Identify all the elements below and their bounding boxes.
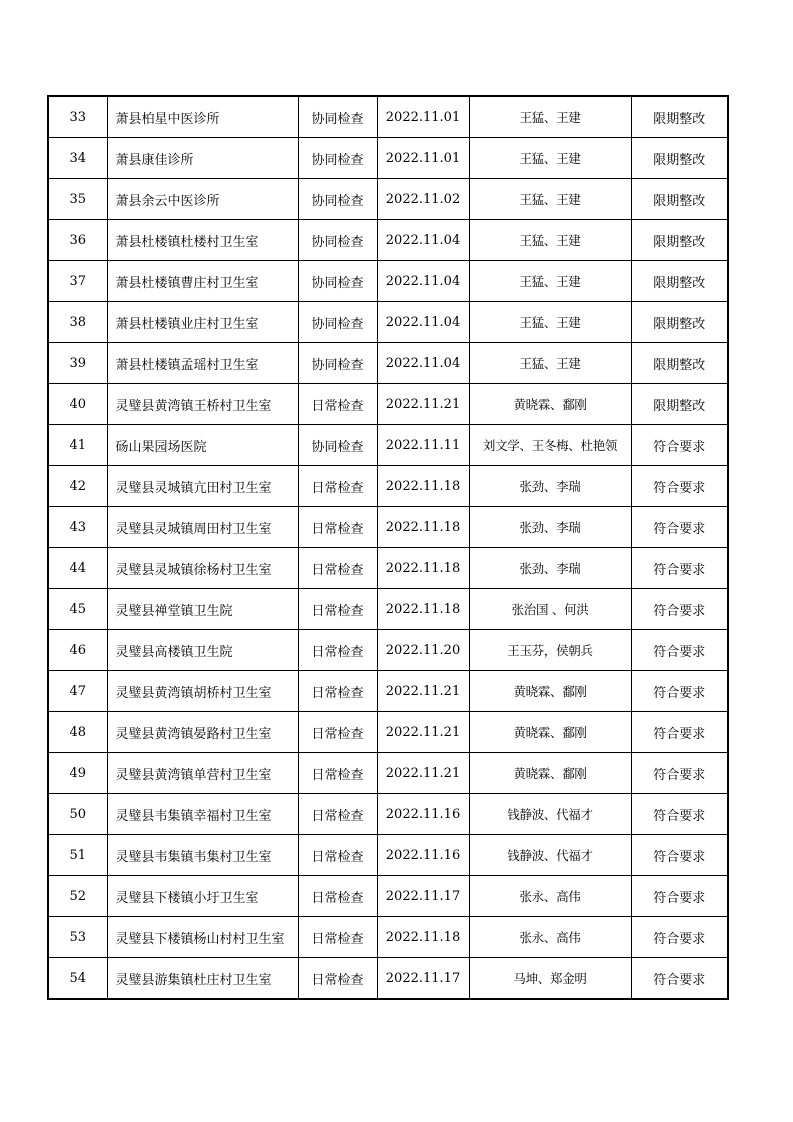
inspectors-cell: 王猛、王建 [469, 343, 631, 384]
inspection-result-cell: 符合要求 [631, 835, 728, 876]
inspection-date-cell: 2022.11.04 [377, 220, 469, 261]
table-row [48, 917, 728, 958]
row-number-cell: 47 [48, 671, 107, 712]
facility-name-cell: 萧县杜楼镇曹庄村卫生室 [107, 261, 298, 302]
inspection-type-cell: 协同检查 [298, 96, 377, 138]
facility-name-cell: 灵璧县下楼镇杨山村村卫生室 [107, 917, 298, 958]
inspectors-cell: 钱静波、代福才 [469, 835, 631, 876]
inspection-result-cell: 符合要求 [631, 589, 728, 630]
inspection-type-cell: 日常检查 [298, 794, 377, 835]
row-number-cell: 39 [48, 343, 107, 384]
inspectors-cell: 王猛、王建 [469, 96, 631, 138]
table-row [48, 425, 728, 466]
row-number-cell: 41 [48, 425, 107, 466]
facility-name-cell: 灵璧县黄湾镇单营村卫生室 [107, 753, 298, 794]
inspectors-cell: 张劲、李瑞 [469, 548, 631, 589]
inspectors-cell: 张劲、李瑞 [469, 507, 631, 548]
table-row [48, 589, 728, 630]
inspection-result-cell: 限期整改 [631, 96, 728, 138]
table-row [48, 671, 728, 712]
table-row [48, 302, 728, 343]
inspection-result-cell: 限期整改 [631, 261, 728, 302]
inspection-type-cell: 日常检查 [298, 917, 377, 958]
inspection-table [47, 95, 729, 1000]
inspection-type-cell: 日常检查 [298, 876, 377, 917]
row-number-cell: 44 [48, 548, 107, 589]
row-number-cell: 42 [48, 466, 107, 507]
facility-name-cell: 灵璧县禅堂镇卫生院 [107, 589, 298, 630]
inspectors-cell: 钱静波、代福才 [469, 794, 631, 835]
inspectors-cell: 王猛、王建 [469, 302, 631, 343]
inspection-type-cell: 日常检查 [298, 753, 377, 794]
inspectors-cell: 黄晓霖、鄱刚 [469, 384, 631, 425]
facility-name-cell: 灵璧县韦集镇韦集村卫生室 [107, 835, 298, 876]
inspection-date-cell: 2022.11.11 [377, 425, 469, 466]
inspection-type-cell: 日常检查 [298, 671, 377, 712]
row-number-cell: 38 [48, 302, 107, 343]
table-row [48, 876, 728, 917]
facility-name-cell: 灵璧县黄湾镇晏路村卫生室 [107, 712, 298, 753]
inspection-result-cell: 符合要求 [631, 794, 728, 835]
inspection-type-cell: 日常检查 [298, 384, 377, 425]
inspection-result-cell: 符合要求 [631, 917, 728, 958]
table-row [48, 96, 728, 138]
inspection-result-cell: 限期整改 [631, 179, 728, 220]
inspection-date-cell: 2022.11.21 [377, 712, 469, 753]
table-row [48, 794, 728, 835]
inspection-type-cell: 日常检查 [298, 548, 377, 589]
inspection-result-cell: 符合要求 [631, 671, 728, 712]
inspection-type-cell: 日常检查 [298, 712, 377, 753]
inspection-type-cell: 日常检查 [298, 507, 377, 548]
table-row [48, 712, 728, 753]
inspection-type-cell: 协同检查 [298, 220, 377, 261]
inspection-result-cell: 符合要求 [631, 958, 728, 1000]
inspectors-cell: 黄晓霖、鄱刚 [469, 712, 631, 753]
table-row [48, 138, 728, 179]
inspectors-cell: 马坤、郑金明 [469, 958, 631, 1000]
table-row [48, 384, 728, 425]
row-number-cell: 52 [48, 876, 107, 917]
facility-name-cell: 萧县杜楼镇杜楼村卫生室 [107, 220, 298, 261]
table-row [48, 507, 728, 548]
inspection-date-cell: 2022.11.21 [377, 671, 469, 712]
inspectors-cell: 张治国 、何洪 [469, 589, 631, 630]
inspection-result-cell: 限期整改 [631, 302, 728, 343]
inspectors-cell: 王猛、王建 [469, 179, 631, 220]
inspection-result-cell: 限期整改 [631, 343, 728, 384]
table-row [48, 835, 728, 876]
row-number-cell: 36 [48, 220, 107, 261]
facility-name-cell: 灵璧县黄湾镇胡桥村卫生室 [107, 671, 298, 712]
inspection-result-cell: 限期整改 [631, 220, 728, 261]
inspection-date-cell: 2022.11.18 [377, 917, 469, 958]
inspection-type-cell: 协同检查 [298, 138, 377, 179]
inspection-date-cell: 2022.11.04 [377, 261, 469, 302]
inspectors-cell: 黄晓霖、鄱刚 [469, 753, 631, 794]
inspection-result-cell: 限期整改 [631, 384, 728, 425]
row-number-cell: 49 [48, 753, 107, 794]
inspection-type-cell: 日常检查 [298, 466, 377, 507]
inspection-result-cell: 符合要求 [631, 630, 728, 671]
row-number-cell: 45 [48, 589, 107, 630]
inspection-result-cell: 限期整改 [631, 138, 728, 179]
table-row [48, 753, 728, 794]
inspection-date-cell: 2022.11.04 [377, 343, 469, 384]
row-number-cell: 40 [48, 384, 107, 425]
inspection-result-cell: 符合要求 [631, 548, 728, 589]
table-row [48, 548, 728, 589]
inspection-result-cell: 符合要求 [631, 425, 728, 466]
row-number-cell: 34 [48, 138, 107, 179]
facility-name-cell: 灵璧县黄湾镇王桥村卫生室 [107, 384, 298, 425]
row-number-cell: 54 [48, 958, 107, 1000]
inspectors-cell: 刘文学、王冬梅、杜艳领 [469, 425, 631, 466]
inspection-date-cell: 2022.11.02 [377, 179, 469, 220]
inspection-type-cell: 日常检查 [298, 630, 377, 671]
inspection-date-cell: 2022.11.21 [377, 753, 469, 794]
inspection-type-cell: 日常检查 [298, 835, 377, 876]
facility-name-cell: 萧县杜楼镇业庄村卫生室 [107, 302, 298, 343]
row-number-cell: 33 [48, 96, 107, 138]
facility-name-cell: 萧县康佳诊所 [107, 138, 298, 179]
facility-name-cell: 砀山果园场医院 [107, 425, 298, 466]
inspectors-cell: 王猛、王建 [469, 261, 631, 302]
row-number-cell: 48 [48, 712, 107, 753]
facility-name-cell: 灵璧县下楼镇小圩卫生室 [107, 876, 298, 917]
inspection-type-cell: 协同检查 [298, 261, 377, 302]
inspection-type-cell: 日常检查 [298, 589, 377, 630]
facility-name-cell: 灵璧县灵城镇徐杨村卫生室 [107, 548, 298, 589]
table-row [48, 630, 728, 671]
inspectors-cell: 张劲、李瑞 [469, 466, 631, 507]
table-body [48, 96, 728, 999]
facility-name-cell: 萧县柏星中医诊所 [107, 96, 298, 138]
row-number-cell: 46 [48, 630, 107, 671]
facility-name-cell: 萧县余云中医诊所 [107, 179, 298, 220]
inspection-date-cell: 2022.11.16 [377, 835, 469, 876]
row-number-cell: 35 [48, 179, 107, 220]
row-number-cell: 51 [48, 835, 107, 876]
inspection-type-cell: 协同检查 [298, 343, 377, 384]
inspectors-cell: 王猛、王建 [469, 138, 631, 179]
facility-name-cell: 灵璧县灵城镇亢田村卫生室 [107, 466, 298, 507]
inspection-date-cell: 2022.11.17 [377, 876, 469, 917]
inspectors-cell: 王猛、王建 [469, 220, 631, 261]
facility-name-cell: 灵璧县游集镇杜庄村卫生室 [107, 958, 298, 1000]
table-row [48, 220, 728, 261]
inspection-result-cell: 符合要求 [631, 753, 728, 794]
inspection-date-cell: 2022.11.17 [377, 958, 469, 1000]
inspection-type-cell: 日常检查 [298, 958, 377, 1000]
inspection-date-cell: 2022.11.16 [377, 794, 469, 835]
inspection-date-cell: 2022.11.01 [377, 96, 469, 138]
inspectors-cell: 黄晓霖、鄱刚 [469, 671, 631, 712]
row-number-cell: 53 [48, 917, 107, 958]
inspection-date-cell: 2022.11.18 [377, 548, 469, 589]
facility-name-cell: 萧县杜楼镇孟瑶村卫生室 [107, 343, 298, 384]
inspection-date-cell: 2022.11.18 [377, 507, 469, 548]
table-row [48, 466, 728, 507]
facility-name-cell: 灵璧县韦集镇幸福村卫生室 [107, 794, 298, 835]
inspection-result-cell: 符合要求 [631, 712, 728, 753]
inspection-date-cell: 2022.11.18 [377, 466, 469, 507]
inspection-result-cell: 符合要求 [631, 876, 728, 917]
row-number-cell: 43 [48, 507, 107, 548]
inspection-result-cell: 符合要求 [631, 466, 728, 507]
inspectors-cell: 张永、高伟 [469, 876, 631, 917]
facility-name-cell: 灵璧县灵城镇周田村卫生室 [107, 507, 298, 548]
inspectors-cell: 王玉芬，侯朝兵 [469, 630, 631, 671]
inspection-type-cell: 协同检查 [298, 179, 377, 220]
inspection-date-cell: 2022.11.20 [377, 630, 469, 671]
row-number-cell: 50 [48, 794, 107, 835]
facility-name-cell: 灵璧县高楼镇卫生院 [107, 630, 298, 671]
inspection-result-cell: 符合要求 [631, 507, 728, 548]
inspection-type-cell: 协同检查 [298, 425, 377, 466]
table-row [48, 179, 728, 220]
table-row [48, 343, 728, 384]
inspection-date-cell: 2022.11.21 [377, 384, 469, 425]
inspectors-cell: 张永、高伟 [469, 917, 631, 958]
table-row [48, 261, 728, 302]
row-number-cell: 37 [48, 261, 107, 302]
table-row [48, 958, 728, 1000]
inspection-date-cell: 2022.11.01 [377, 138, 469, 179]
inspection-type-cell: 协同检查 [298, 302, 377, 343]
inspection-date-cell: 2022.11.18 [377, 589, 469, 630]
inspection-date-cell: 2022.11.04 [377, 302, 469, 343]
